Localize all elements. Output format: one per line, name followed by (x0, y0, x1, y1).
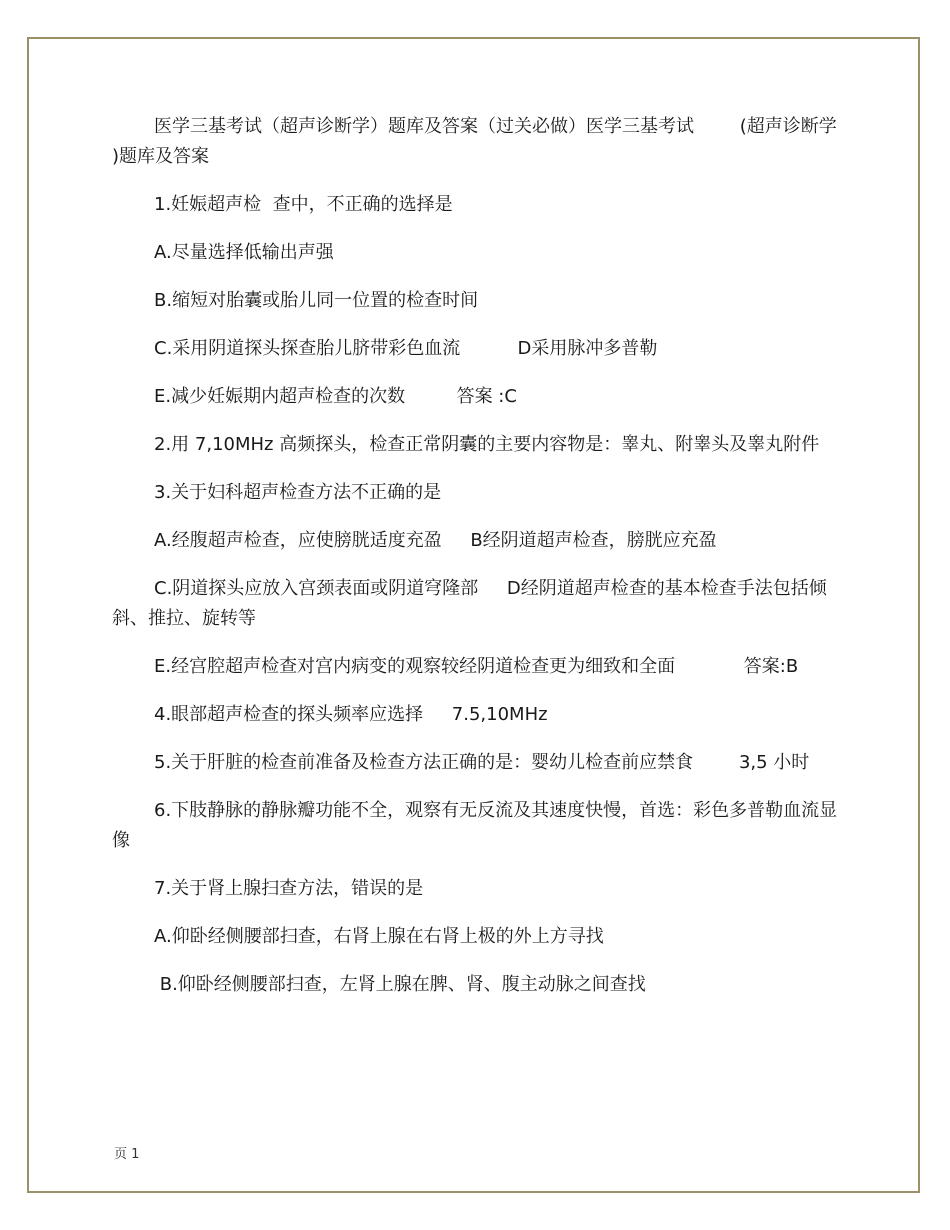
paragraph-option-answer: E.经宫腔超声检查对宫内病变的观察较经阴道检查更为细致和全面 答案:B (154, 656, 799, 677)
paragraph-question-3: 3.关于妇科超声检查方法不正确的是 (154, 482, 442, 503)
paragraph-option: A.尽量选择低输出声强 (154, 242, 334, 263)
paragraph-question-2: 2.用 7,10MHz 高频探头，检查正常阴囊的主要内容物是：睾丸、附睾头及睾丸附件 (154, 434, 820, 455)
paragraph-question-5: 5.关于肝脏的检查前准备及检查方法正确的是：婴幼儿检查前应禁食 3,5 小时 (154, 752, 810, 773)
paragraph-option: B.缩短对胎囊或胎儿同一位置的检查时间 (154, 290, 479, 311)
paragraph-option: C.阴道探头应放入宫颈表面或阴道穹隆部 D经阴道超声检查的基本检查手法包括倾斜、推拉、旋转等 (112, 578, 827, 629)
document-body (112, 112, 843, 1018)
paragraph-option: B.仰卧经侧腰部扫查，左肾上腺在脾、肾、腹主动脉之间查找 (154, 974, 646, 995)
paragraph-option: A.经腹超声检查，应使膀胱适度充盈 B经阴道超声检查，膀胱应充盈 (154, 530, 717, 551)
paragraph-title: 医学三基考试（超声诊断学）题库及答案（过关必做）医学三基考试 (超声诊断学 )题库及答案 (112, 116, 843, 167)
paragraph-question-4: 4.眼部超声检查的探头频率应选择 7.5,10MHz (154, 704, 548, 725)
page-number: 页 1 (114, 1147, 140, 1162)
paragraph-question-7: 7.关于肾上腺扫查方法，错误的是 (154, 878, 424, 899)
paragraph-question-1: 1.妊娠超声检 查中，不正确的选择是 (154, 194, 453, 215)
paragraph-option: A.仰卧经侧腰部扫查，右肾上腺在右肾上极的外上方寻找 (154, 926, 604, 947)
paragraph-question-6: 6.下肢静脉的静脉瓣功能不全，观察有无反流及其速度快慢，首选：彩色多普勒血流显像 (112, 800, 838, 851)
paragraph-option: C.采用阴道探头探查胎儿脐带彩色血流 D采用脉冲多普勒 (154, 338, 658, 359)
paragraph-option-answer: E.减少妊娠期内超声检查的次数 答案 :C (154, 386, 517, 407)
